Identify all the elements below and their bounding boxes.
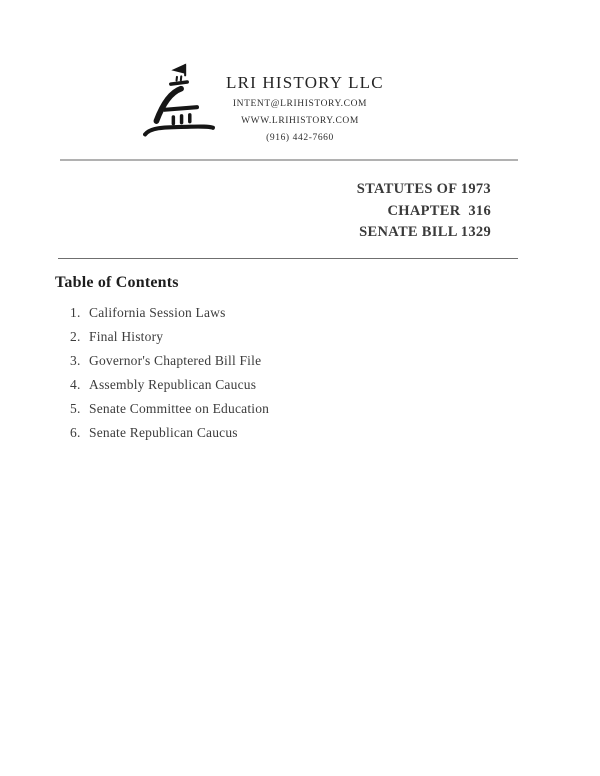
toc-item (70, 305, 269, 329)
company-phone: (916) 442-7660 (266, 133, 334, 143)
company-header (226, 72, 384, 145)
toc-item-label: Senate Committee on Education (89, 401, 270, 416)
company-website: WWW.LRIHISTORY.COM (241, 116, 359, 126)
senate-bill-line: SENATE BILL 1329 (359, 224, 491, 240)
toc-item (70, 425, 269, 449)
toc-item-number: 3. (70, 353, 81, 368)
toc-item-number: 4. (70, 377, 81, 392)
divider-top (60, 159, 518, 161)
toc-item-number: 1. (70, 305, 81, 320)
toc-list (70, 305, 269, 449)
toc-item-label: Governor's Chaptered Bill File (89, 353, 262, 368)
toc-item (70, 329, 269, 353)
toc-item-number: 6. (70, 425, 81, 440)
toc-heading: Table of Contents (55, 274, 179, 291)
company-email: INTENT@LRIHISTORY.COM (232, 99, 368, 109)
toc-item-label: Assembly Republican Caucus (89, 377, 257, 392)
toc-item-label: Senate Republican Caucus (89, 425, 238, 440)
toc-item-label: California Session Laws (89, 305, 226, 320)
toc-item-number: 5. (70, 401, 81, 416)
company-name: LRI HISTORY LLC (226, 73, 384, 92)
chapter-line: CHAPTER 316 (387, 202, 491, 219)
toc-item (70, 353, 269, 377)
statutes-line: STATUTES OF 1973 (356, 181, 491, 197)
toc-item (70, 377, 269, 401)
statute-reference (357, 179, 491, 244)
toc-item-label: Final History (89, 329, 164, 344)
toc-item-number: 2. (70, 329, 81, 344)
capitol-dome-sketch-icon (143, 62, 215, 138)
divider-bottom (58, 258, 518, 259)
toc-item (70, 401, 269, 425)
